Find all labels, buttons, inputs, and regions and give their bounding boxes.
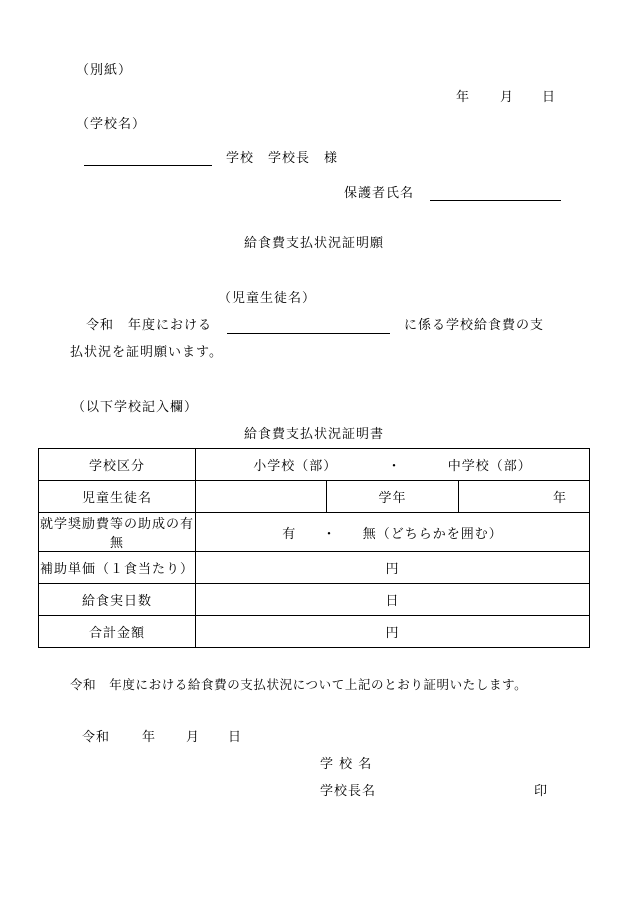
request-year-phrase: 年度における	[128, 318, 213, 333]
aid-sep: ・	[322, 526, 337, 542]
cert-principal-label: 学校長名	[320, 784, 377, 799]
school-type-sep: ・	[387, 459, 402, 474]
cert-day: 日	[228, 730, 243, 745]
school-type-elementary: 小学校（部）	[253, 459, 338, 474]
seal-mark: 印	[534, 784, 549, 799]
grade-label: 学年	[327, 481, 458, 513]
student-name-label: （児童生徒名）	[218, 291, 317, 306]
attachment-label: （別紙）	[76, 63, 133, 78]
school-section-label: （以下学校記入欄）	[72, 400, 199, 415]
student-name-blank[interactable]	[227, 333, 390, 334]
cert-school-name-label: 学 校 名	[320, 757, 373, 772]
days-unit: 日	[385, 594, 400, 609]
row-unit-price	[39, 552, 590, 584]
cert-month: 月	[186, 730, 201, 745]
row-student-name	[39, 481, 590, 513]
request-title: 給食費支払状況証明願	[244, 236, 385, 251]
school-type-options[interactable]	[196, 449, 590, 481]
cert-year: 年	[142, 730, 157, 745]
school-name-blank[interactable]	[84, 165, 212, 166]
date-day: 日	[542, 90, 557, 105]
request-body-line2: 払状況を証明願います。	[70, 345, 223, 360]
total-label: 合計金額	[39, 616, 196, 648]
unit-price-label: 補助単価（１食当たり）	[39, 552, 196, 584]
school-type-label: 学校区分	[39, 449, 196, 481]
days-value[interactable]	[196, 584, 590, 616]
student-name-value[interactable]	[196, 481, 327, 513]
row-aid	[39, 513, 590, 552]
certificate-title: 給食費支払状況証明書	[244, 427, 385, 442]
request-era: 令和	[86, 318, 115, 333]
request-body-tail: に係る学校給食費の支	[404, 318, 545, 333]
row-total	[39, 616, 590, 648]
certificate-table	[38, 448, 590, 648]
row-days	[39, 584, 590, 616]
cert-era: 令和	[82, 730, 111, 745]
guardian-name-label: 保護者氏名	[344, 186, 415, 201]
aid-options[interactable]	[196, 513, 590, 552]
school-name-label: （学校名）	[76, 117, 147, 132]
addressee-principal: 学校 学校長 様	[226, 151, 339, 166]
date-year: 年	[456, 90, 471, 105]
date-month: 月	[500, 90, 515, 105]
aid-no-note: 無（どちらかを囲む）	[362, 526, 503, 542]
unit-price-unit: 円	[385, 562, 400, 577]
guardian-name-blank[interactable]	[430, 200, 561, 201]
row-school-type	[39, 449, 590, 481]
aid-yes: 有	[282, 526, 297, 542]
unit-price-value[interactable]	[196, 552, 590, 584]
certification-statement: 令和 年度における給食費の支払状況について上記のとおり証明いたします。	[70, 677, 528, 692]
grade-unit: 年	[552, 491, 567, 506]
school-type-junior: 中学校（部）	[447, 459, 532, 474]
total-value[interactable]	[196, 616, 590, 648]
aid-label: 就学奨励費等の助成の有無	[39, 513, 196, 552]
total-unit: 円	[385, 626, 400, 641]
days-label: 給食実日数	[39, 584, 196, 616]
grade-value[interactable]	[458, 481, 589, 513]
student-name-cell-label: 児童生徒名	[39, 481, 196, 513]
